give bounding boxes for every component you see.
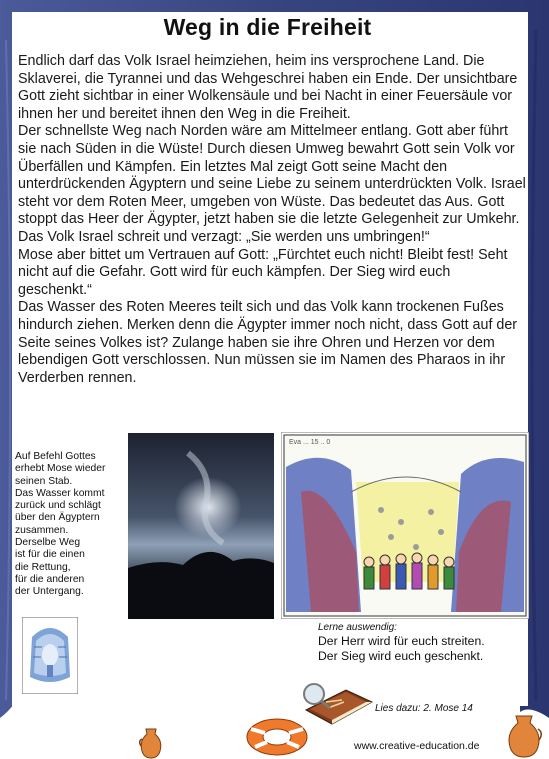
- paragraph-2: Der schnellste Weg nach Norden wäre am Mittelmeer entlang. Gott aber führt sie nach Süden in die Wüste! Durch diesen Umweg bewahrt Gott sein Volk vor Überfällen und Kämpfen. Ein letztes Mal zeigt Gott seine Macht den unterdrückenden Ägyptern und seine Liebe zu seinem unterdrückten Volk. Israel steht vor dem Roten Meer, umgeben von Wüste. Das bedeutet das Aus. Gott stoppt das Heer der Ägypter, jetzt haben sie die letzte Gelegenheit zur Umkehr. Das Volk Israel schreit und verzagt: „Sie werden uns umbringen!“: [18, 123, 526, 245]
- image-caption: [15, 451, 127, 599]
- caption-line: erhebt Mose wieder: [15, 463, 106, 475]
- memory-verse: [318, 622, 528, 664]
- caption-line: ist für die einen: [15, 549, 85, 561]
- caption-line: über den Ägyptern: [15, 512, 100, 524]
- caption-line: der Untergang.: [15, 586, 84, 598]
- memory-verse-label: Lerne auswendig:: [318, 622, 397, 633]
- caption-line: zurück und schlägt: [15, 500, 101, 512]
- caption-line: seinen Stab.: [15, 475, 73, 487]
- paragraph-4: Das Wasser des Roten Meeres teilt sich und das Volk kann trockenen Fußes hindurch ziehen. Merken denn die Ägypter immer noch nicht, dass Gott auf der Seite seines Volkes ist? Zulange haben sie ihre Ohren und Herzen vor dem lebendigen Gott verschlossen. Nun müssen sie im Namen des Pharaos in ihr Verderben rennen.: [18, 299, 518, 386]
- page-title: Weg in die Freiheit: [163, 14, 372, 40]
- caption-line: Das Wasser kommt: [15, 487, 105, 499]
- storm-cloud-photo: [128, 433, 274, 619]
- paragraph-1: Endlich darf das Volk Israel heimziehen, heim ins versprochene Land. Die Sklaverei, die Tyrannei und das Wehgeschrei haben ein Ende. Der unsichtbare Gott zieht sichtbar in einer Wolkensäule und bei Nacht in einer Feuersäule vor ihnen her und bereitet ihnen den Weg in die Freiheit.: [18, 53, 518, 122]
- main-text: [18, 53, 526, 387]
- caption-line: Auf Befehl Gottes: [15, 451, 96, 462]
- drawing-signature: Eva ... 15 .. 0: [289, 439, 331, 446]
- caption-line: für die anderen: [15, 573, 85, 585]
- caption-line: zusammen.: [15, 524, 69, 536]
- bible-reference: Lies dazu: 2. Mose 14: [375, 703, 473, 714]
- clay-jug-icon: [504, 713, 544, 759]
- memory-verse-line: Der Sieg wird euch geschenkt.: [318, 649, 484, 663]
- memory-verse-line: Der Herr wird für euch streiten.: [318, 634, 485, 648]
- lifebuoy-icon: [243, 711, 311, 759]
- caption-line: Derselbe Weg: [15, 537, 81, 549]
- paragraph-3: Mose aber bittet um Vertrauen auf Gott: „Fürchtet euch nicht! Bleibt fest! Seht nicht auf die Gefahr. Gott wird für euch kämpfen. Der Sieg wird euch geschenkt.“: [18, 246, 508, 298]
- website-link[interactable]: www.creative-education.de: [354, 740, 480, 752]
- caption-line: die Rettung,: [15, 561, 71, 573]
- red-sea-drawing: [281, 432, 529, 619]
- pharaoh-mask-image: [22, 617, 78, 694]
- clay-jug-icon: [138, 727, 164, 759]
